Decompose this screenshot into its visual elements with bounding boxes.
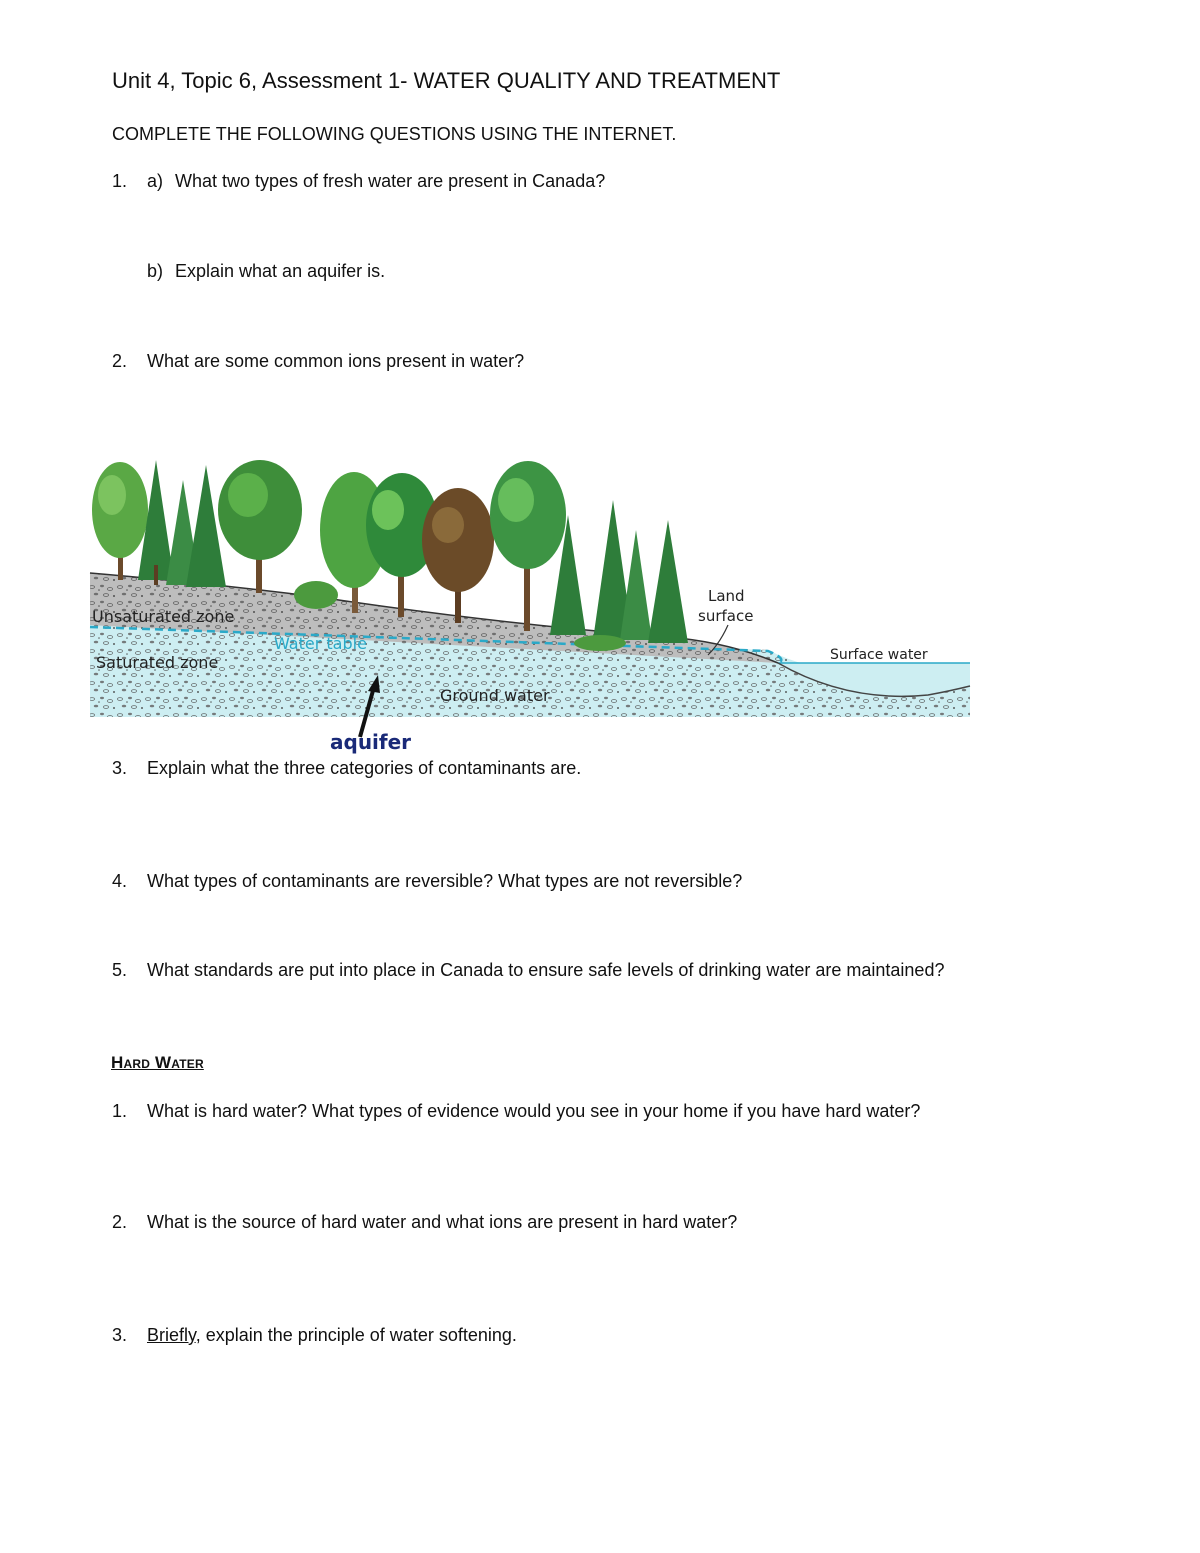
unsaturated-zone-label: Unsaturated zone <box>92 607 235 626</box>
page-title: Unit 4, Topic 6, Assessment 1- WATER QUALITY AND TREATMENT <box>112 68 781 93</box>
question-text: Explain what an aquifer is. <box>175 261 386 281</box>
underlined-word: Briefly <box>147 1325 196 1345</box>
aquifer-label: aquifer <box>330 730 412 754</box>
hard-water-heading: Hard Water <box>111 1053 204 1072</box>
saturated-zone-label: Saturated zone <box>96 653 219 672</box>
question-text: What are some common ions present in water? <box>147 351 525 371</box>
question-text: What is hard water? What types of evidence would you see in your home if you have hard water? <box>147 1101 921 1121</box>
question-number: 3. <box>112 1325 128 1345</box>
question-number: 3. <box>112 758 128 778</box>
question-text <box>147 1325 517 1346</box>
groundwater-diagram <box>88 455 978 755</box>
question-text: What standards are put into place in Canada to ensure safe levels of drinking water are maintained? <box>147 960 945 980</box>
land-label: Land <box>708 587 745 605</box>
surface-water-label: Surface water <box>830 647 928 663</box>
water-table-label: Water table <box>274 634 367 653</box>
question-text: What two types of fresh water are present in Canada? <box>175 171 606 191</box>
question-text-rest: , explain the principle of water softening. <box>195 1325 517 1345</box>
sub-letter: a) <box>147 171 164 191</box>
question-text: What is the source of hard water and what ions are present in hard water? <box>147 1212 738 1232</box>
question-number: 5. <box>112 960 128 980</box>
question-number: 1. <box>112 1101 128 1121</box>
question-number: 4. <box>112 871 128 891</box>
question-number: 2. <box>112 1212 128 1232</box>
surface-label: surface <box>698 607 754 625</box>
question-text: What types of contaminants are reversible? What types are not reversible? <box>147 871 743 891</box>
question-number: 2. <box>112 351 128 371</box>
question-number: 1. <box>112 171 128 191</box>
sub-letter: b) <box>147 261 164 281</box>
question-text: Explain what the three categories of contaminants are. <box>147 758 582 778</box>
ground-water-label: Ground water <box>440 686 550 705</box>
instructions: COMPLETE THE FOLLOWING QUESTIONS USING THE INTERNET. <box>112 124 677 144</box>
